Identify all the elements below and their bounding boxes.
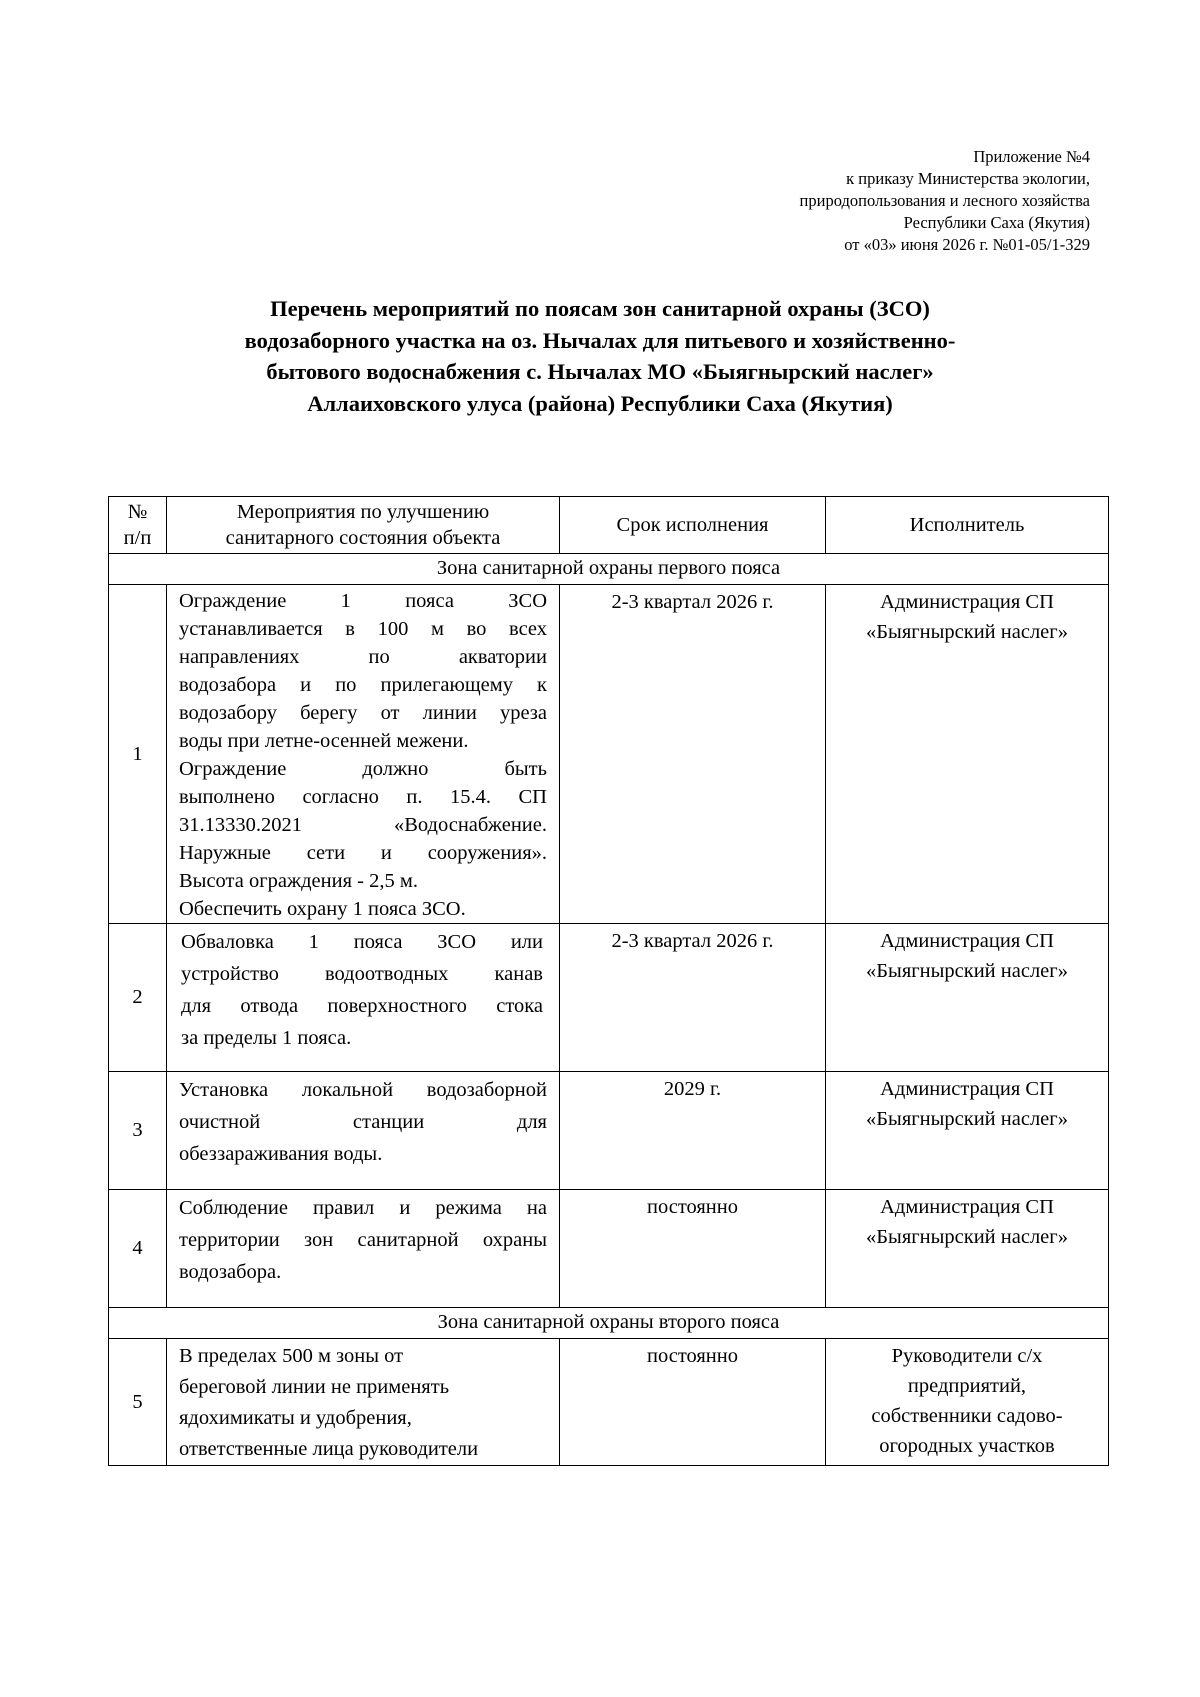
title-line: бытового водоснабжения с. Нычалах МО «Быягнырский наслег» bbox=[266, 359, 934, 384]
executor-line: Администрация СП bbox=[880, 930, 1054, 952]
action-line: Высота ограждения - 2,5 м. bbox=[179, 870, 418, 892]
row-term: 2-3 квартал 2026 г. bbox=[560, 585, 826, 924]
action-line: воды при летне-осенней межени. bbox=[179, 730, 469, 752]
measures-table bbox=[108, 496, 1109, 1466]
row-num: 2 bbox=[109, 924, 167, 1072]
row-num: 4 bbox=[109, 1190, 167, 1308]
executor-line: «Быягнырский наслег» bbox=[866, 1226, 1068, 1248]
row-executor bbox=[826, 1072, 1109, 1190]
row-executor bbox=[826, 924, 1109, 1072]
action-line: В пределах 500 м зоны от bbox=[179, 1345, 404, 1367]
row-action bbox=[167, 1339, 560, 1466]
header-num bbox=[109, 497, 167, 554]
table-row bbox=[109, 1190, 1109, 1308]
row-action bbox=[167, 1190, 560, 1308]
action-line: Ограждение должно быть bbox=[179, 758, 547, 780]
document-title bbox=[100, 293, 1100, 419]
title-line: Аллаиховского улуса (района) Республики Саха (Якутия) bbox=[307, 390, 893, 416]
action-line: направлениях по акватории bbox=[179, 646, 547, 668]
executor-line: Администрация СП bbox=[880, 1078, 1054, 1100]
executor-line: Администрация СП bbox=[880, 1196, 1054, 1218]
title-line: Перечень мероприятий по поясам зон санитарной охраны (ЗСО) bbox=[270, 296, 930, 321]
row-num: 3 bbox=[109, 1072, 167, 1190]
table-row bbox=[109, 585, 1109, 924]
action-line: устанавливается в 100 м во всех bbox=[179, 618, 547, 640]
action-line: 31.13330.2021 «Водоснабжение. bbox=[179, 814, 547, 836]
row-term: 2-3 квартал 2026 г. bbox=[560, 924, 826, 1072]
action-line: очистной станции для bbox=[179, 1111, 547, 1133]
action-line: водозабору берегу от линии уреза bbox=[179, 702, 547, 724]
executor-line: Руководители с/х bbox=[891, 1345, 1043, 1367]
row-executor bbox=[826, 585, 1109, 924]
header-action bbox=[167, 497, 560, 554]
row-action bbox=[167, 924, 560, 1072]
row-term: постоянно bbox=[560, 1339, 826, 1466]
appendix-line: от «03» июня 2026 г. №01-05/1-329 bbox=[844, 235, 1090, 254]
row-executor bbox=[826, 1339, 1109, 1466]
appendix-line: к приказу Министерства экологии, bbox=[846, 169, 1090, 188]
appendix-line: природопользования и лесного хозяйства bbox=[799, 191, 1090, 210]
executor-line: «Быягнырский наслег» bbox=[866, 960, 1068, 982]
table-row bbox=[109, 1339, 1109, 1466]
action-line: за пределы 1 пояса. bbox=[181, 1027, 352, 1049]
row-term: 2029 г. bbox=[560, 1072, 826, 1190]
action-line: устройство водоотводных канав bbox=[181, 963, 543, 985]
executor-line: Администрация СП bbox=[880, 591, 1054, 613]
action-line: обеззараживания воды. bbox=[179, 1143, 383, 1165]
appendix-line: Приложение №4 bbox=[973, 147, 1090, 166]
row-num: 1 bbox=[109, 585, 167, 924]
appendix-block bbox=[590, 146, 1090, 256]
action-line: береговой линии не применять bbox=[179, 1376, 450, 1398]
action-line: Соблюдение правил и режима на bbox=[179, 1197, 547, 1219]
zone-row bbox=[109, 554, 1109, 585]
action-line: ядохимикаты и удобрения, bbox=[179, 1407, 412, 1429]
appendix-line: Республики Саха (Якутия) bbox=[903, 213, 1090, 232]
zone-title: Зона санитарной охраны второго пояса bbox=[109, 1308, 1109, 1339]
row-action bbox=[167, 585, 560, 924]
action-line: Установка локальной водозаборной bbox=[179, 1079, 547, 1101]
action-line: Наружные сети и сооружения». bbox=[179, 842, 547, 864]
action-line: Ограждение 1 пояса ЗСО bbox=[179, 590, 547, 612]
header-executor: Исполнитель bbox=[826, 497, 1109, 554]
header-action-line: санитарного состояния объекта bbox=[225, 527, 501, 549]
row-executor bbox=[826, 1190, 1109, 1308]
header-term: Срок исполнения bbox=[560, 497, 826, 554]
action-line: выполнено согласно п. 15.4. СП bbox=[179, 786, 547, 808]
executor-line: «Быягнырский наслег» bbox=[866, 1108, 1068, 1130]
header-action-line: Мероприятия по улучшению bbox=[236, 501, 490, 523]
action-line: Обваловка 1 пояса ЗСО или bbox=[181, 931, 543, 953]
executor-line: «Быягнырский наслег» bbox=[866, 621, 1068, 643]
row-num: 5 bbox=[109, 1339, 167, 1466]
action-line: водозабора. bbox=[179, 1261, 282, 1283]
row-term: постоянно bbox=[560, 1190, 826, 1308]
title-line: водозаборного участка на оз. Нычалах для питьевого и хозяйственно- bbox=[244, 327, 956, 353]
action-line: ответственные лица руководители bbox=[179, 1438, 479, 1460]
executor-line: огородных участков bbox=[879, 1435, 1055, 1457]
header-num-line: п/п bbox=[123, 527, 152, 549]
executor-line: собственники садово- bbox=[871, 1405, 1063, 1427]
action-line: для отвода поверхностного стока bbox=[181, 995, 543, 1017]
table-row bbox=[109, 924, 1109, 1072]
executor-line: предприятий, bbox=[907, 1375, 1027, 1397]
action-line: территории зон санитарной охраны bbox=[179, 1229, 547, 1251]
action-line: Обеспечить охрану 1 пояса ЗСО. bbox=[179, 898, 466, 920]
action-line: водозабора и по прилегающему к bbox=[179, 674, 547, 696]
zone-row bbox=[109, 1308, 1109, 1339]
zone-title: Зона санитарной охраны первого пояса bbox=[109, 554, 1109, 585]
table-row bbox=[109, 1072, 1109, 1190]
table-header-row bbox=[109, 497, 1109, 554]
row-action bbox=[167, 1072, 560, 1190]
header-num-line: № bbox=[127, 501, 148, 523]
